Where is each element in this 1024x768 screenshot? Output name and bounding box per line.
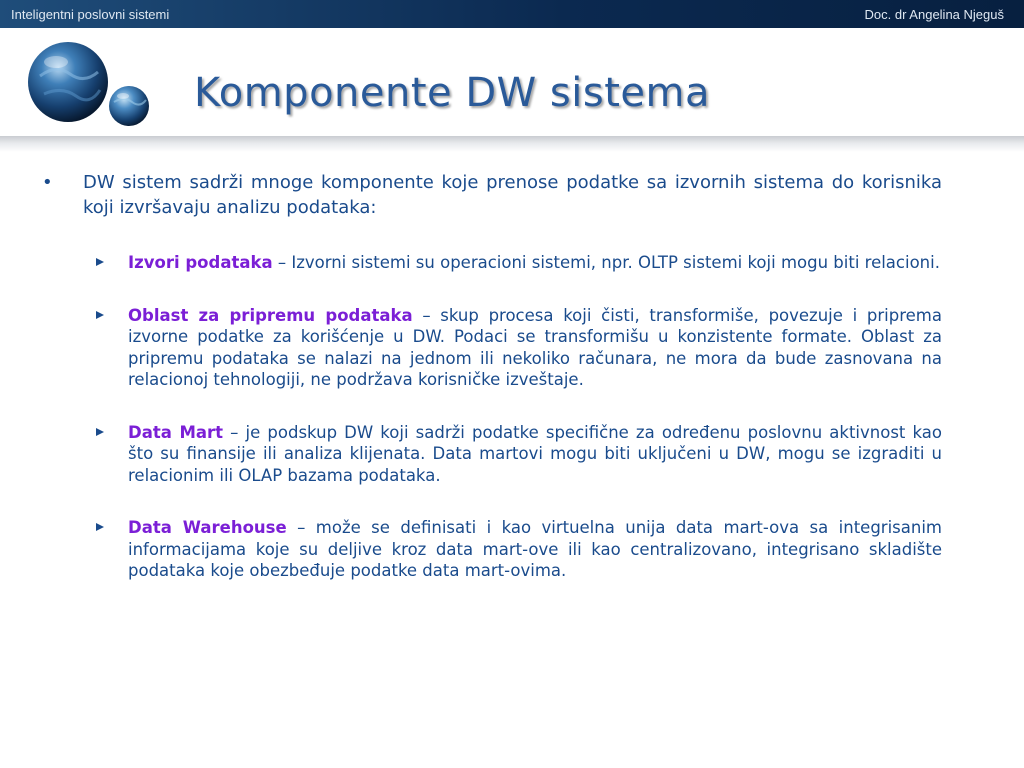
small-globe-icon xyxy=(109,86,149,126)
header-shadow xyxy=(0,136,1024,152)
triangle-bullet-icon xyxy=(96,523,104,531)
term-label: Data Mart xyxy=(128,422,224,442)
term-description: – je podskup DW koji sadrži podatke specifične za određenu poslovnu aktivnost kao što su finansije ili analiza klijenata. Data martovi mogu biti uključeni u DW, mogu se izgraditi u relacionim ili OLAP bazama podataka. xyxy=(128,422,942,485)
slide-title: Komponente DW sistema xyxy=(194,70,710,116)
triangle-bullet-icon xyxy=(96,258,104,266)
author-name: Doc. dr Angelina Njeguš xyxy=(864,7,1004,22)
main-bullet-text: DW sistem sadrži mnoge komponente koje prenose podatke sa izvornih sistema do korisnika koji izvršavaju analizu podataka: xyxy=(83,172,942,218)
term-description: – Izvorni sistemi su operacioni sistemi, npr. OLTP sistemi koji mogu biti relacioni. xyxy=(272,253,940,272)
term-label: Izvori podataka xyxy=(128,253,273,272)
course-name: Inteligentni poslovni sistemi xyxy=(11,7,170,22)
term-description: – može se definisati i kao virtuelna unija data mart-ova sa integrisanim informacijama koje su deljive kroz data mart-ove ili kao centralizovano, integrisano skladište podataka koje obezbeđuje podatke data mart-ovima. xyxy=(128,518,942,580)
globe-icon xyxy=(28,42,108,122)
term-label: Data Warehouse xyxy=(128,518,287,537)
sub-bullet-item xyxy=(128,252,942,274)
sub-bullet-item xyxy=(128,517,942,582)
sub-bullet-list xyxy=(40,252,942,582)
top-bar xyxy=(0,0,1024,28)
triangle-bullet-icon xyxy=(96,428,104,436)
globes-logo xyxy=(26,38,156,133)
sub-bullet-item xyxy=(128,305,942,391)
bullet-dot-icon: • xyxy=(42,172,53,193)
main-bullet-item xyxy=(40,170,942,220)
triangle-bullet-icon xyxy=(96,311,104,319)
sub-bullet-item xyxy=(128,422,942,487)
term-description: – skup procesa koji čisti, transformiše, povezuje i priprema izvorne podatke za korišćenje u DW. Podaci se transformišu u konzistente formate. Oblast za pripremu podataka se nalazi na jednom ili nekoliko računara, ne mora da bude zasnovana na relacionoj tehnologiji, ne podržava korisničke izveštaje. xyxy=(128,305,942,389)
term-label: Oblast za pripremu podataka xyxy=(128,305,413,325)
slide-content xyxy=(40,170,942,613)
